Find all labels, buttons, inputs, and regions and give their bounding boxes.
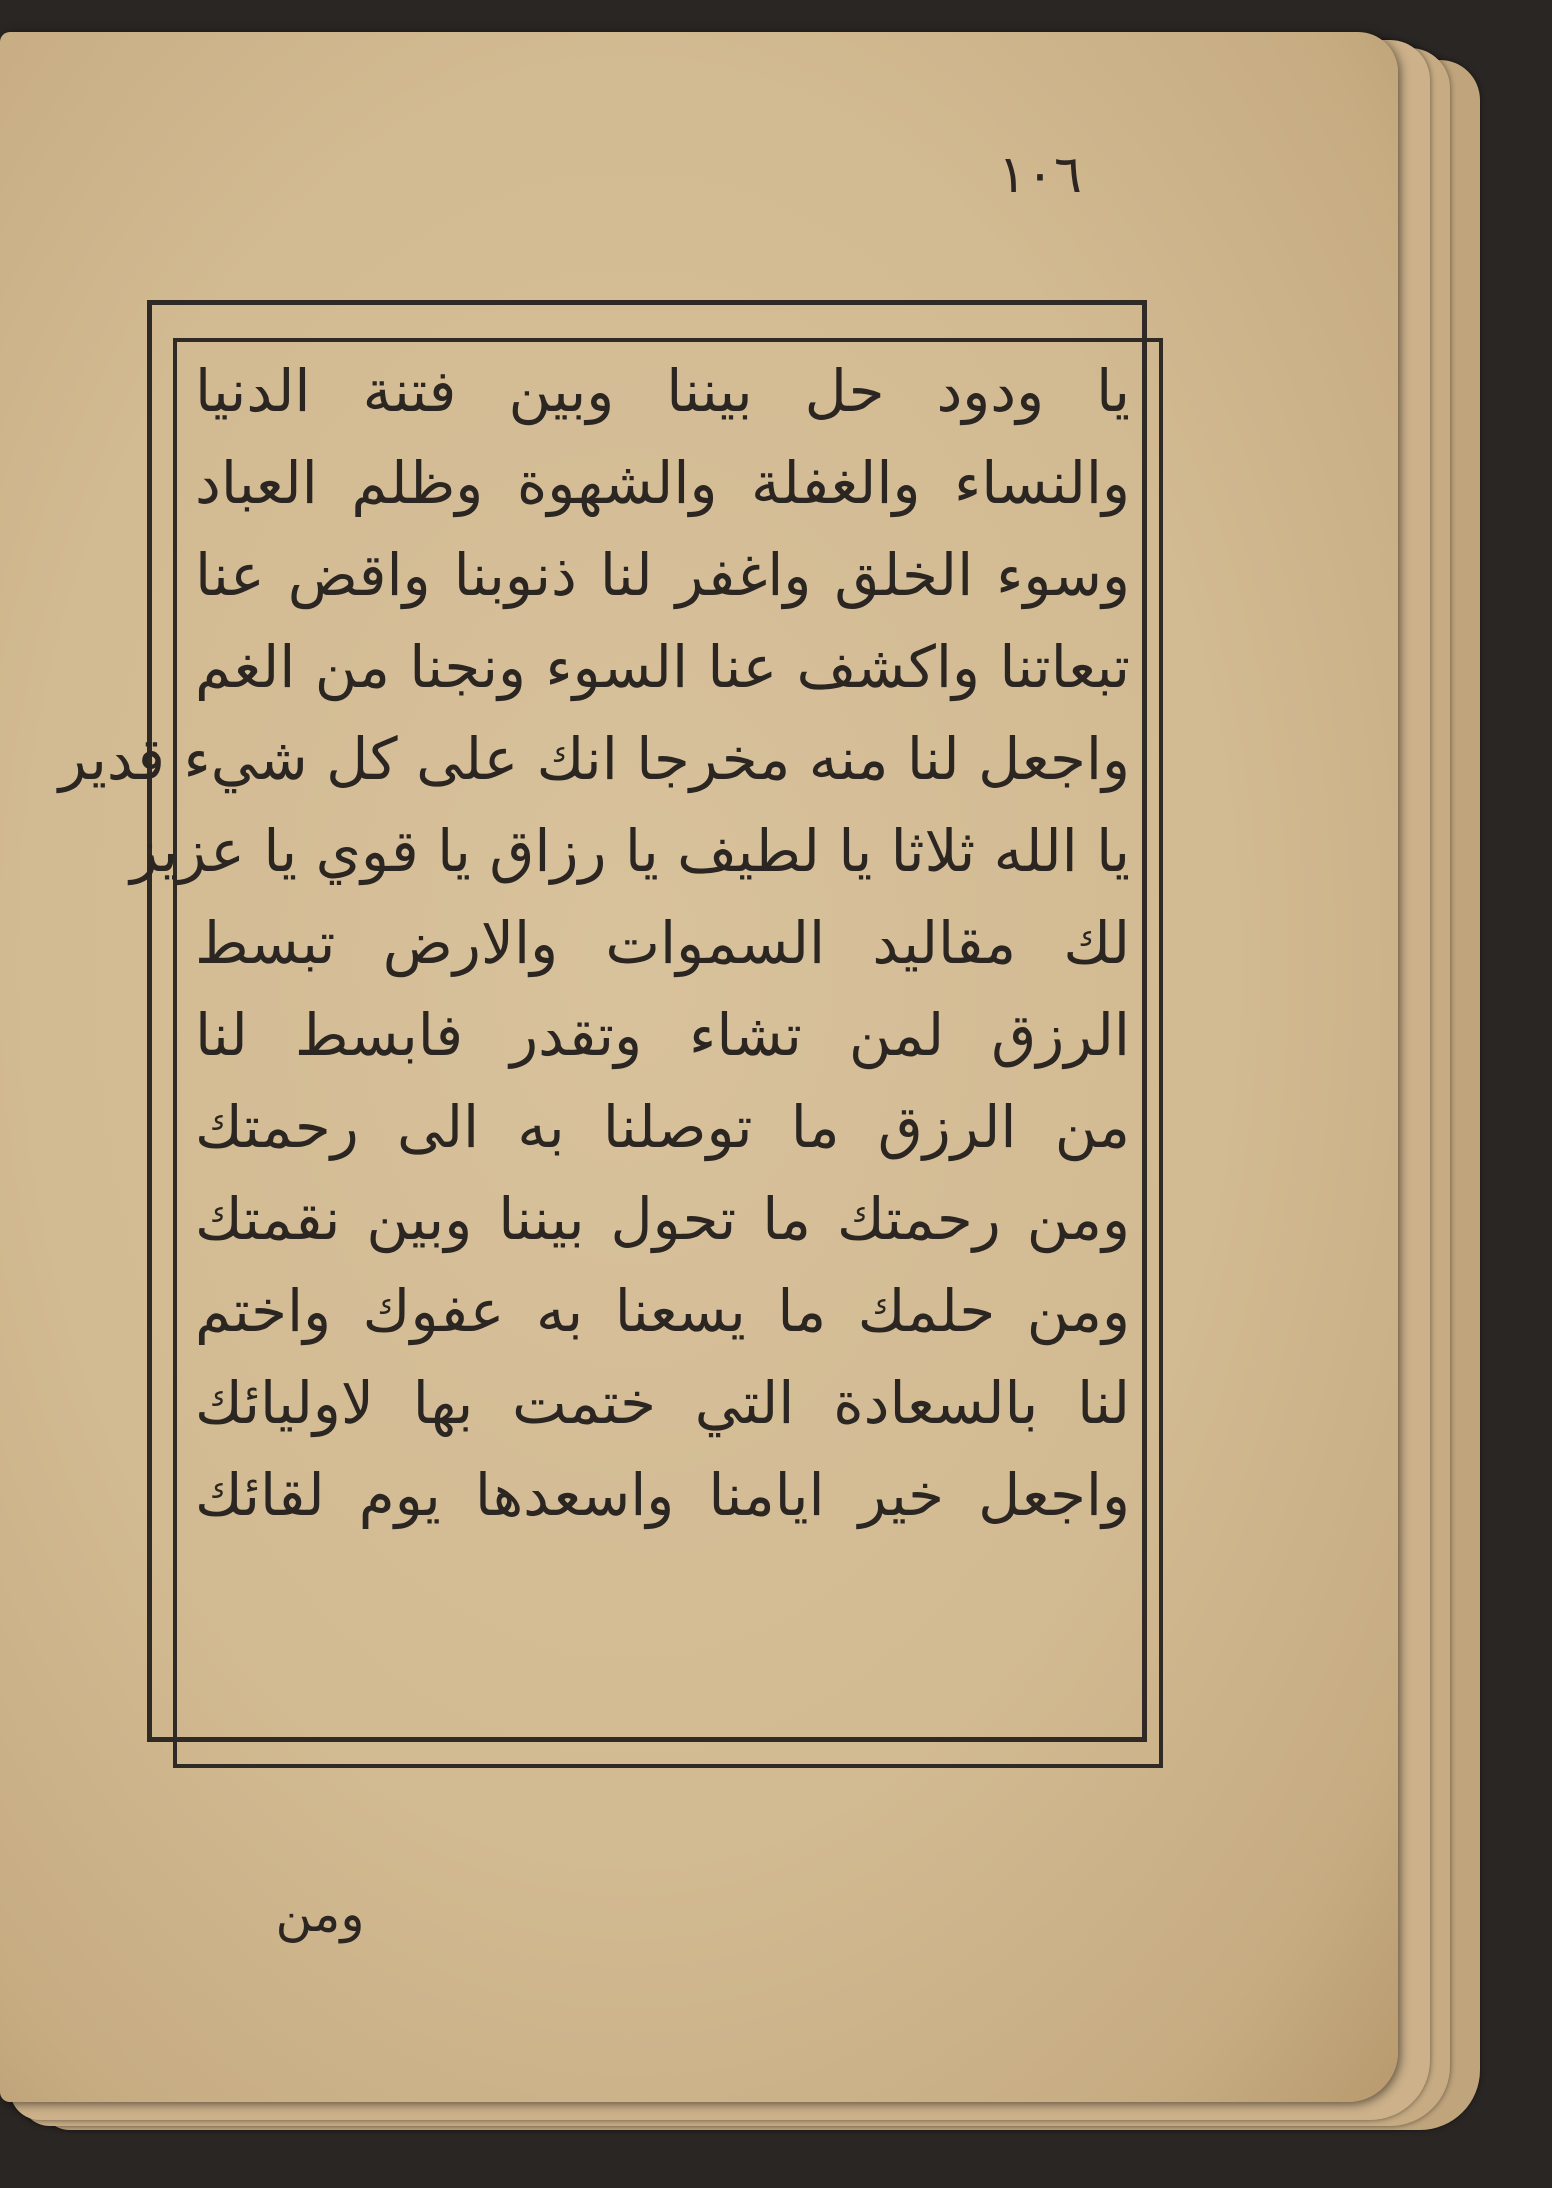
- text-line: والنساء والغفلة والشهوة وظلم العباد: [195, 449, 1130, 517]
- text-line: وسوء الخلق واغفر لنا ذنوبنا واقض عنا: [195, 541, 1130, 609]
- text-line: لك مقاليد السموات والارض تبسط: [195, 909, 1130, 977]
- catchword: ومن: [275, 1885, 365, 1943]
- text-line: واجعل لنا منه مخرجا انك على كل شيء قدير: [58, 725, 1130, 793]
- text-line: ومن حلمك ما يسعنا به عفوك واختم: [195, 1277, 1130, 1345]
- text-line: يا ودود حل بيننا وبين فتنة الدنيا: [195, 357, 1130, 425]
- text-line: من الرزق ما توصلنا به الى رحمتك: [195, 1093, 1130, 1161]
- page-number: ١٠٦: [998, 145, 1082, 205]
- text-line: ومن رحمتك ما تحول بيننا وبين نقمتك: [195, 1185, 1130, 1253]
- text-line: تبعاتنا واكشف عنا السوء ونجنا من الغم: [195, 633, 1130, 701]
- text-line: يا الله ثلاثا يا لطيف يا رزاق يا قوي يا عزيز: [130, 817, 1130, 885]
- text-line: الرزق لمن تشاء وتقدر فابسط لنا: [195, 1001, 1130, 1069]
- text-line: واجعل خير ايامنا واسعدها يوم لقائك: [195, 1461, 1130, 1529]
- text-line: لنا بالسعادة التي ختمت بها لاوليائك: [195, 1369, 1130, 1437]
- text-block: [58, 345, 1130, 1725]
